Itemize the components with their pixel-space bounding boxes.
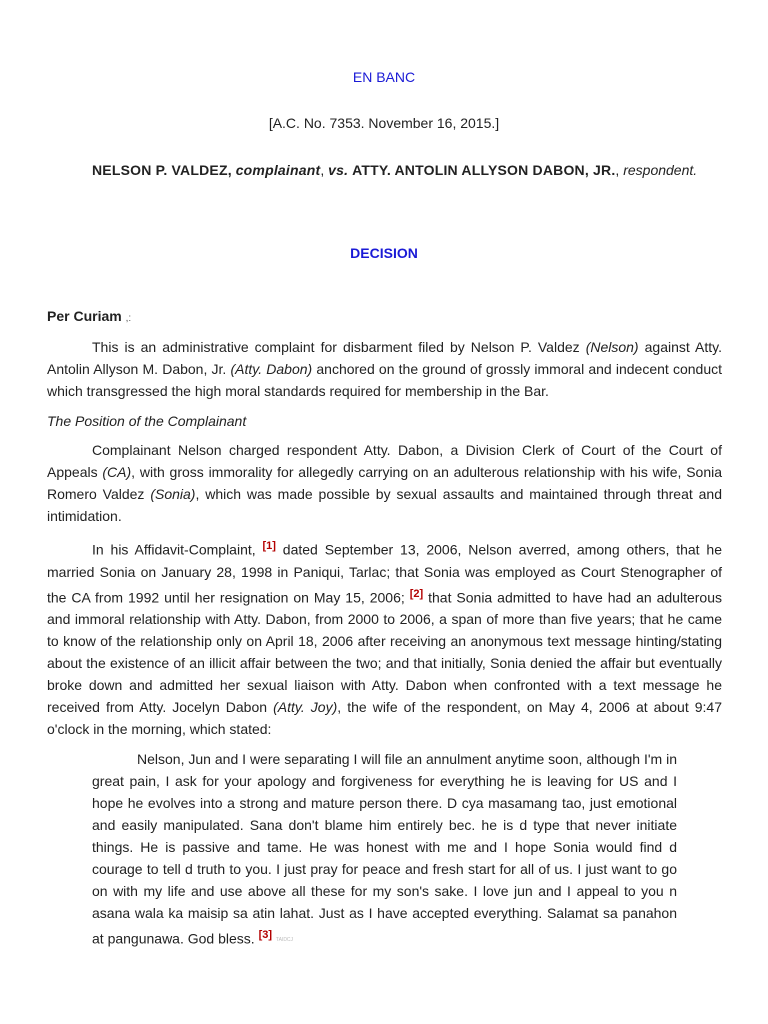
paragraph-text: This is an administrative complaint for disbarment filed by Nelson P. Valdez [92, 339, 586, 355]
division-label: EN BANC [352, 69, 416, 85]
paragraph-2 [47, 439, 722, 527]
paragraph-text: anchored on the ground of grossly immoral and indecent conduct which transgressed the high moral standards required for membership in the Bar. [47, 361, 723, 399]
complainant-name: NELSON P. VALDEZ, [92, 162, 232, 178]
footnote-link-3[interactable]: [3] [258, 929, 273, 942]
case-number: [A.C. No. 7353. November 16, 2015.] [268, 115, 500, 131]
section-heading: The Position of the Complainant [47, 413, 247, 429]
paragraph-text: dated September 13, 2006, Nelson averred, among others, that he married Sonia on January 28, 1998 in Paniqui, Tarlac; that Sonia was employed as Court Stenographer of the CA from 1992 until her resignation on May 15, 2006; [47, 541, 722, 606]
paragraph-italic: (Nelson) [585, 339, 639, 355]
paragraph-text: , with gross immorality for allegedly carrying on an adulterous relationship with his wife, Sonia Romero Valdez [47, 464, 723, 502]
paragraph-italic: (Atty. Joy) [273, 699, 338, 716]
paragraph-text: , which was made possible by sexual assaults and maintained through threat and intimidation. [47, 486, 722, 524]
paragraph-text: , the wife of the respondent, on May 4, 2006 at about 9:47 o'clock in the morning, which stated: [47, 699, 723, 738]
paragraph-italic: (CA) [102, 464, 132, 480]
respondent-name: ATTY. ANTOLIN ALLYSON DABON, JR. [352, 162, 616, 178]
quoted-text-message [92, 748, 677, 951]
quote-paragraph [92, 748, 677, 951]
paragraph-italic: (Sonia) [150, 486, 196, 502]
case-parties: NELSON P. VALDEZ, complainant, vs. ATTY. ANTOLIN ALLYSON DABON, JR., respondent. [92, 162, 698, 178]
complainant-role: complainant [235, 162, 321, 178]
paragraph-text: Complainant Nelson charged respondent Atty. Dabon, a Division Clerk of Court of the Court of Appeals [47, 442, 722, 480]
per-curiam-text: Per Curiam [47, 308, 122, 324]
per-curiam-label [47, 308, 131, 324]
versus-label: vs. [328, 162, 349, 178]
decision-title: DECISION [350, 245, 418, 261]
respondent-role: respondent. [623, 162, 698, 178]
paragraph-text: In his Affidavit-Complaint, [92, 541, 263, 558]
paragraph-3 [47, 535, 722, 740]
footnote-link-2[interactable]: [2] [409, 587, 424, 600]
per-curiam-mark: ,: [125, 313, 132, 324]
doc-tag: TAIDCJ [275, 937, 294, 944]
decision-body [47, 336, 722, 959]
paragraph-text: that Sonia admitted to have had an adulterous and immoral relationship with Atty. Dabon, from 2000 to 2006, a span of more than five years; that he came to know of the relationship only on April 18, 2006 after receiving an anonymous text message hinting/stating about the existence of an illicit affair between the two; and that initially, Sonia denied the affair but eventually broke down and admitted her sexual liaison with Atty. Dabon when confronted with a text message he received from Atty. Jocelyn Dabon [47, 589, 722, 716]
paragraph-text: against Atty. Antolin Allyson M. Dabon, Jr. [47, 339, 723, 377]
paragraph-1 [47, 336, 722, 402]
paragraph-italic: (Atty. Dabon) [230, 361, 313, 377]
quote-text: Nelson, Jun and I were separating I will file an annulment anytime soon, although I'm in great pain, I ask for your apology and forgiveness for everything he is leaving for US and I hope he evolves into a strong and mature person there. D cya masamang tao, just emotional and easily manipulated. Sana don't blame him entirely bec. he is d type that never initiate things. He is passive and tame. He was honest with me and I hope Sonia would find d courage to tell d truth to you. I just pray for peace and fresh start for all of us. I just want to go on with my life and use above all these for my son's sake. I love jun and I appeal to you n asana wala ka maisip sa atin lahat. Just as I have accepted everything. Salamat sa panahon at pangunawa. God bless. [92, 751, 677, 947]
footnote-link-1[interactable]: [1] [262, 540, 276, 552]
